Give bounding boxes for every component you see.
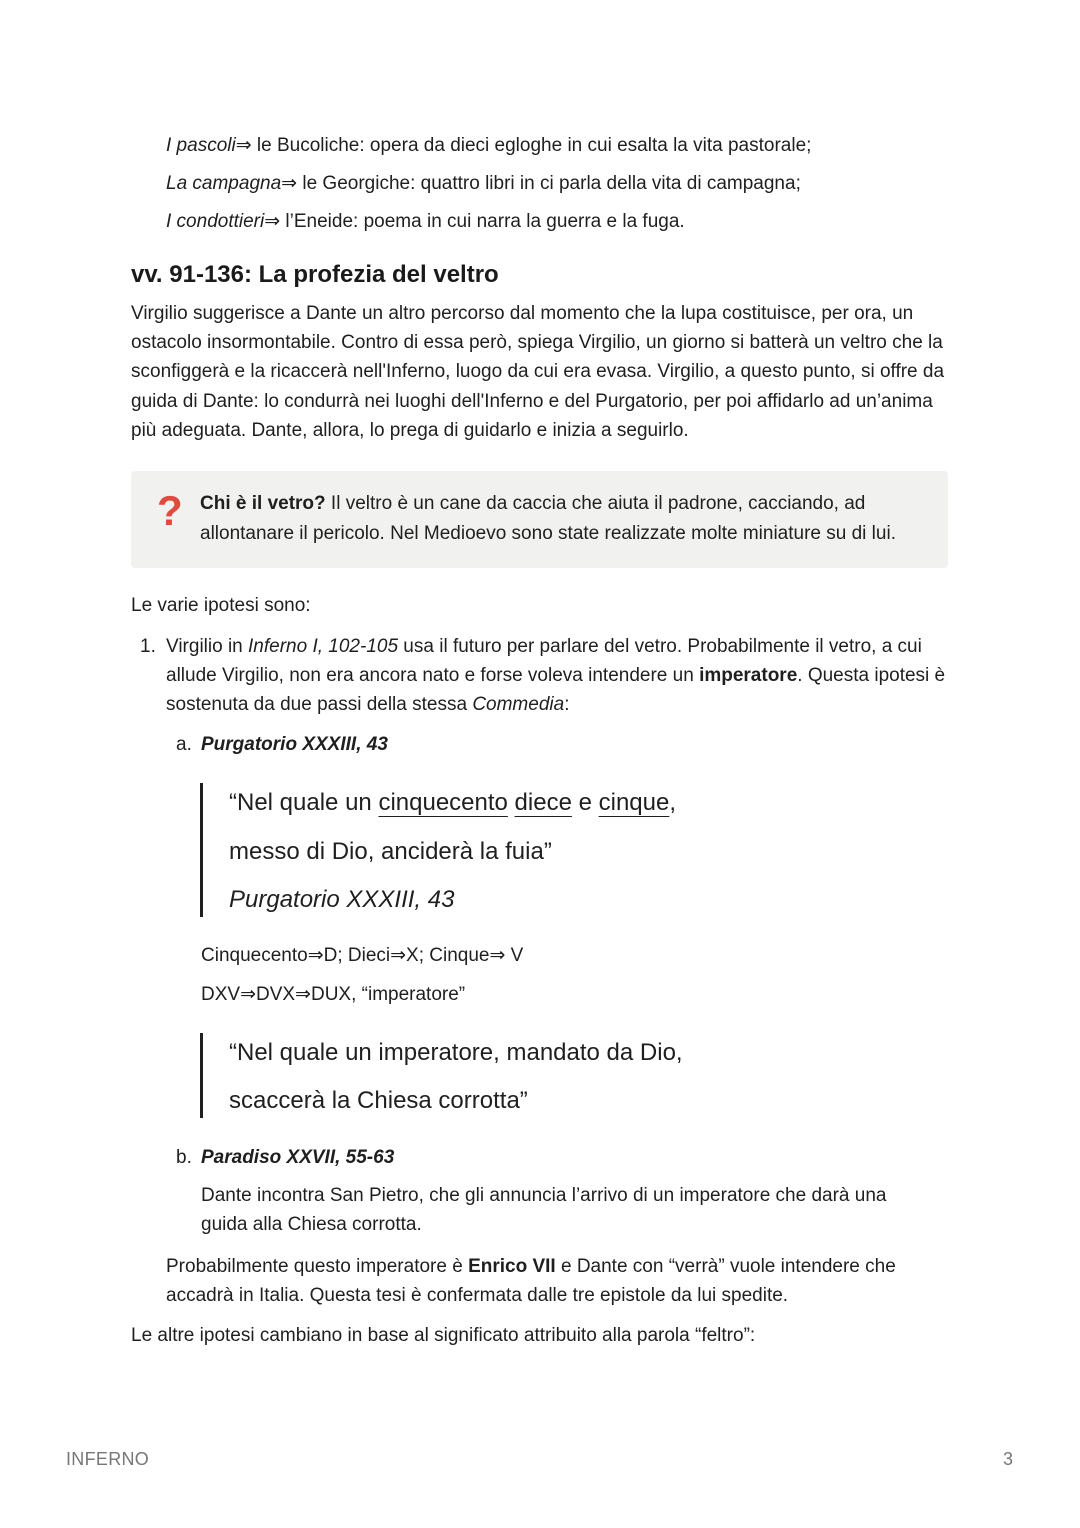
text: usa il futuro per parlare del vetro. Probabilmente il vetro, a cui allude Virgilio, non era ancora nato e forse voleva intendere un [166,636,922,687]
text: , [669,789,677,816]
hypotheses-intro: Le varie ipotesi sono: [131,595,311,616]
work-title: Commedia [472,694,565,716]
underlined-word: diece [514,789,572,816]
text: Probabilmente questo imperatore è [166,1256,469,1277]
sub-letter: b. [176,1147,192,1168]
quote-line: scaccerà la Chiesa corrotta” [229,1087,528,1114]
sub-letter: a. [176,734,192,755]
text: “Nel quale un [229,789,379,816]
list-item [166,169,801,198]
closing-line: Le altre ipotesi cambiano in base al significato attribuito alla parola “feltro”: [131,1325,756,1346]
quote-source: Purgatorio XXXIII, 43 [229,886,455,913]
text: : [564,694,570,716]
decode-line: DXV⇒DVX⇒DUX, “imperatore” [201,984,466,1005]
text: e Dante con “verrà” vuole intendere che accadrà in Italia. Questa tesi è confermata dalle tre epistole da lui spedite. [166,1256,896,1307]
underlined-word: cinquecento [378,789,508,816]
sub-text: Dante incontra San Pietro, che gli annuncia l’arrivo di un imperatore che darà una guida alla Chiesa corrotta. [201,1185,887,1236]
text: . Questa ipotesi è sostenuta da due passi della stessa [166,665,946,716]
quote-line: messo di Dio, anciderà la fuia” [229,838,552,865]
arrow-icon: ⇒ [264,211,281,232]
callout-title: Chi è il vetro? [200,493,326,514]
quote-bar [200,1033,203,1118]
hypothesis-item [166,632,956,720]
underlined-word: cinque [598,789,670,816]
list-item-text: le Georgiche: quattro libri in ci parla della vita di campagna; [297,173,801,194]
list-item-text: l’Eneide: poema in cui narra la guerra e la fuga. [280,211,685,232]
quote-bar [200,783,203,917]
arrow-icon: ⇒ [281,173,298,194]
list-item-term: La campagna [166,173,282,194]
reference: Inferno I, 102-105 [248,636,399,657]
text: Virgilio in [166,636,249,657]
list-item-text: le Bucoliche: opera da dieci egloghe in cui esalta la vita pastorale; [251,135,812,156]
quote-line [229,787,676,819]
callout-box [131,471,948,568]
list-item-term: I pascoli [166,135,236,156]
section-heading: vv. 91-136: La profezia del veltro [131,261,499,288]
callout-body: Il veltro è un cane da caccia che aiuta il padrone, cacciando, ad allontanare il pericolo. Nel Medioevo sono state realizzate molte miniature su di lui. [200,493,896,544]
text: e [571,789,599,816]
section-paragraph: Virgilio suggerisce a Dante un altro percorso dal momento che la lupa costituisce, per ora, un ostacolo insormontabile. Contro di essa però, spiega Virgilio, un giorno si batterà un veltro che la sconfiggerà e la ricaccerà nell'Inferno, luogo da cui era evasa. Virgilio, a questo punto, si offre da guida di Dante: lo condurrà nei luoghi dell'Inferno e del Purgatorio, per poi affidarlo ad un’anima più adeguata. Dante, allora, lo prega di guidarlo e inizia a seguirlo. [131,303,945,441]
footer-title: INFERNO [66,1449,150,1469]
page-number: 3 [1003,1449,1014,1469]
list-item [166,207,685,236]
arrow-icon: ⇒ [235,135,252,156]
emphasis: imperatore [699,665,798,687]
callout-text [200,489,930,548]
sub-title: Paradiso XXVII, 55-63 [201,1147,395,1168]
list-item [166,131,811,160]
sub-title: Purgatorio XXXIII, 43 [201,734,388,755]
quote-line: “Nel quale un imperatore, mandato da Dio, [229,1039,683,1066]
list-number: 1. [140,636,156,657]
question-mark-icon: ? [157,487,183,534]
list-item-term: I condottieri [166,211,265,232]
decode-line: Cinquecento⇒D; Dieci⇒X; Cinque⇒ V [201,945,524,966]
conclusion [166,1252,936,1310]
emphasis: Enrico VII [468,1256,556,1277]
